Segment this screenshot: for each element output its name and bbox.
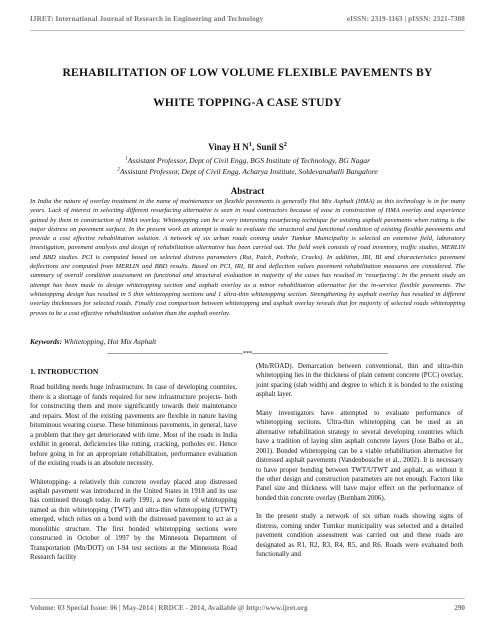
author-1-sup: 1 <box>248 141 252 148</box>
body-paragraph: Road building needs huge infrastructure. In case of developing countries, there is a shortage of funds required for new infrastructure projects- both for constructing them and more significantly towards their maintenance and repairs. Most of the existing pavements are flexible in nature having bituminous wearing course. These bituminous pavements, in general, have a problem that they get deteriorated with time. Most of the roads in India exhibit in general, deficiencies like rutting, cracking, potholes etc. Hence before going in for an appropriate rehabilitation, performance evaluation of the existing roads is an absolute necessity. <box>30 384 237 468</box>
author-2: Sunil S <box>256 142 284 152</box>
affiliation-1-text: Assistant Professor, Dept of Civil Engg, BGS Institute of Technology, BG Nagar <box>127 156 371 165</box>
author-1: Vinay H N <box>208 142 249 152</box>
page-number: 290 <box>454 604 465 612</box>
section-separator: --------------------------------------------------------------------***-------------------------------------------------------------------- <box>107 350 388 357</box>
author-separator: , <box>251 142 257 152</box>
footer-rule <box>30 598 465 599</box>
abstract-text: In India the nature of overlay treatment in the name of maintenance on flexible pavements is generally Hot Mix Asphalt (HMA) as this technology is in for many years. Lack of interest in selecting different resurfacing alternative is seen in road contractors because of ease in construction of HMA overlay and experience gained by them in construction of HMA overlay. Whitetopping can be a very interesting resurfacing technique for existing asphalt pavements when rutting is the major distress on pavement surface. In the present work an attempt is made to evaluate the structural and functional condition of existing flexible pavements and provide a cost effective rehabilitation solution. A network of six urban roads coming under Tumkur Municipality is selected an extensive field, laboratory investigation, pavement analysis and design of rehabilitation alternative has been carried out. The field work consists of road inventory, traffic studies, MERLIN and BBD studies. PCI is computed based on selected distress parameters (Rut, Patch, Pothole, Cracks). In addition, IRI, BI and characteristics pavement deflections are computed from MERLIN and BBD results. Based on PCI, IRI, BI and deflection values pavement rehabilitation measures are considered. The summary of overall condition assessment on functional and structural evaluation in majority of the cases has resulted in 'resurfacing'. In the present study an attempt has been made to design whitetopping section and asphalt overlay as a minor rehabilitation alternative for the in-service flexible pavements. The whitetopping design has resulted in 5 thin whitetopping sections and 1 ultra-thin whitetopping section. Strengthening by asphalt overlay has resulted in different overlay thicknesses for selected roads. Finally cost comparison between whitetopping and asphalt overlay reveals that for majority of selected roads whitetopping proves to be a cost effective rehabilitation solution than the asphalt overlay. <box>30 198 465 317</box>
author-list <box>30 142 465 152</box>
affiliation-1-sup: 1 <box>124 155 128 162</box>
keywords-label: Keywords: <box>30 337 63 346</box>
body-paragraph: In the present study a network of six urban roads showing signs of distress, coming under Tumkur municipality was selected and a detailed pavement condition assessment was carried out and these roads are designated as R1, R2, R3, R4, R5, and R6. Roads were evaluated both functionally and <box>256 513 463 559</box>
footer-volume-info: Volume: 03 Special Issue: 06 | May-2014 | RRDCE - 2014, Available @ http://www.ijret.org <box>30 604 308 612</box>
journal-name: IJRET: International Journal of Research in Engineering and Technology <box>30 15 264 23</box>
body-paragraph: (Mn/ROAD). Demarcation between conventional, thin and ultra-thin whitetopping lies in the thickness of plain cement concrete (PCC) overlay, joint spacing (slab width) and degree to which it is bonded to the existing asphalt layer. <box>256 363 463 399</box>
affiliation-2 <box>30 167 465 176</box>
author-2-sup: 2 <box>283 141 287 148</box>
section-heading-introduction: 1. INTRODUCTION <box>30 367 99 376</box>
keywords-text: Whitetopping, Hot Mix Asphalt <box>62 337 157 346</box>
paper-title <box>30 58 465 118</box>
body-paragraph: Many investigators have attempted to evaluate performance of whitetopping sections. Ultra-thin whitetopping can be used as an alternative rehabilitation strategy to several developing countries which have a tradition of laying slim asphalt concrete layers (Jose Balbo et al., 2001). Bonded whitetopping can be a viable rehabilitation alternative for distressed asphalt pavements (Vandenbossche et al., 2002). It is necessary to have proper bonding between TWT/UTWT and asphalt, as without it the other design and construction parameters are not enough. Factors like Panel size and thickness will have major effect on the performance of bonded thin concrete overlay (Burnham 2006). <box>256 409 463 502</box>
keywords <box>30 337 465 346</box>
title-line-2: WHITE TOPPING-A CASE STUDY <box>153 96 342 109</box>
journal-header <box>30 15 465 27</box>
affiliation-2-sup: 2 <box>117 166 120 173</box>
affiliation-1 <box>30 156 465 165</box>
body-column-left <box>30 362 237 572</box>
body-paragraph: Whitetopping- a relatively thin concrete overlay placed atop distressed asphalt pavement was introduced in the United States in 1918 and its use has continued through today. In early 1991, a new form of whitetopping named as thin whitetopping (TWT) and ultra-thin whitetopping (UTWT) emerged, which relies on a bond with the distressed pavement to act as a monolithic structure. The first bonded whitetopping sections were constructed in October of 1997 by the Minnesota Department of Transportation (Mn/DOT) on I-94 test sections at the Minnesota Road Research facility <box>30 478 237 562</box>
journal-issn: eISSN: 2319-1163 | pISSN: 2321-7308 <box>346 15 465 23</box>
abstract-heading: Abstract <box>230 186 265 196</box>
header-rule <box>30 30 465 31</box>
title-line-1: REHABILITATION OF LOW VOLUME FLEXIBLE PAVEMENTS BY <box>62 66 433 79</box>
body-column-right <box>256 362 463 569</box>
page-footer <box>30 604 465 616</box>
affiliation-2-text: Assistant Professor, Dept of Civil Engg, Acharya Institute, Soldevanahalli Bangalore <box>119 167 378 176</box>
